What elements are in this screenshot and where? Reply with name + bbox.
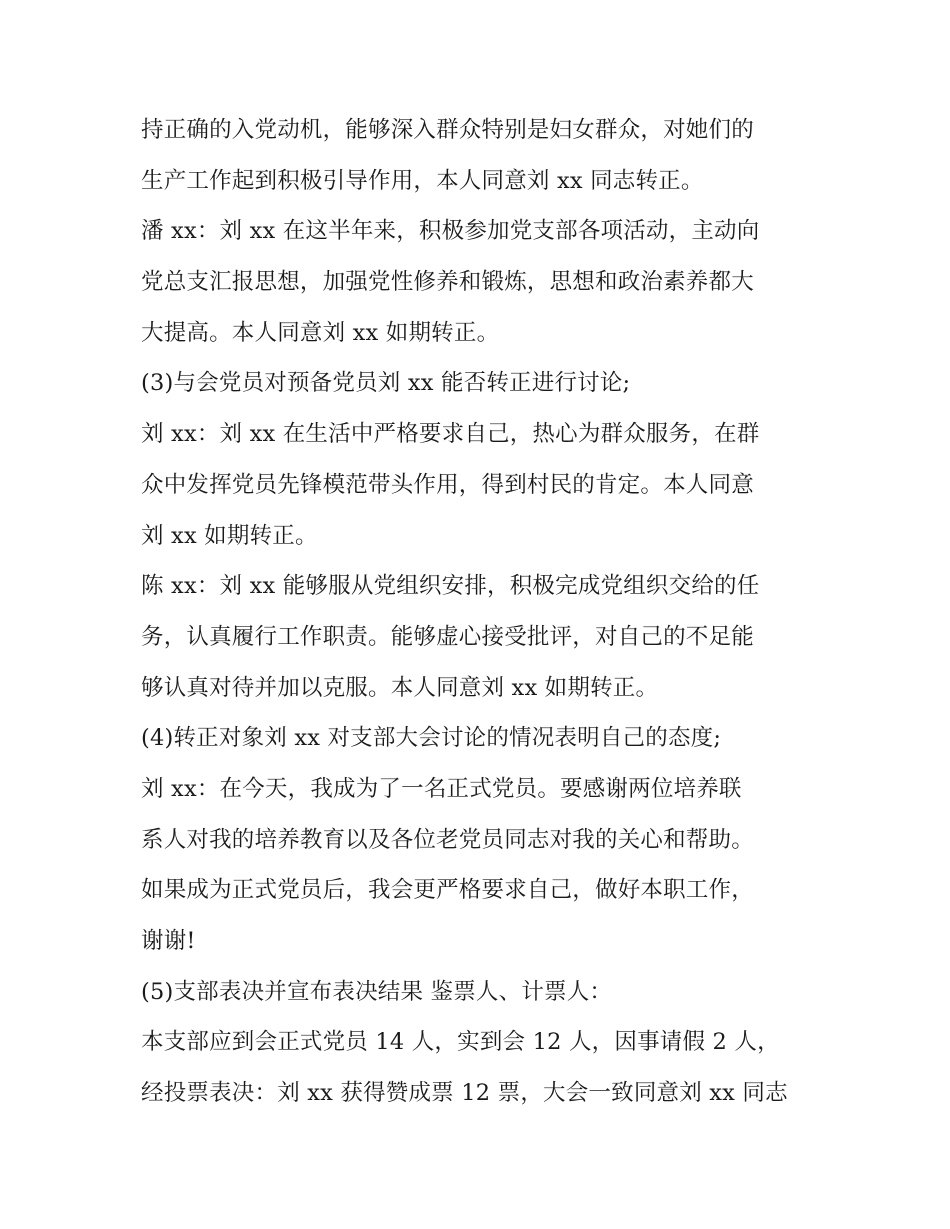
text-line: 大提高。本人同意刘 xx 如期转正。 [141, 319, 500, 346]
text-line: 如果成为正式党员后，我会更严格要求自己，做好本职工作， [141, 877, 754, 904]
text-line: 本支部应到会正式党员 14 人，实到会 12 人，因事请假 2 人， [141, 1029, 780, 1056]
text-line: 潘 xx：刘 xx 在这半年来，积极参加党支部各项活动，主动向 [141, 218, 760, 245]
text-line: 刘 xx 如期转正。 [141, 522, 318, 549]
section-heading-3: (3)与会党员对预备党员刘 xx 能否转正进行讨论; [141, 370, 631, 397]
document-body [141, 105, 821, 1119]
text-line: 刘 xx：刘 xx 在生活中严格要求自己，热心为群众服务，在群 [141, 421, 760, 448]
text-line: 陈 xx：刘 xx 能够服从党组织安排，积极完成党组织交给的任 [141, 573, 760, 600]
text-line: 持正确的入党动机，能够深入群众特别是妇女群众，对她们的 [141, 117, 754, 143]
text-line: 众中发挥党员先锋模范带头作用，得到村民的肯定。本人同意 [141, 471, 754, 498]
text-line: 务，认真履行工作职责。能够虚心接受批评，对自己的不足能 [141, 623, 754, 650]
text-line: 党总支汇报思想，加强党性修养和锻炼，思想和政治素养都大 [141, 269, 754, 296]
section-heading-4: (4)转正对象刘 xx 对支部大会讨论的情况表明自己的态度; [141, 725, 722, 752]
text-line: 系人对我的培养教育以及各位老党员同志对我的关心和帮助。 [141, 826, 754, 853]
section-heading-5: (5)支部表决并宣布表决结果 鉴票人、计票人： [141, 978, 613, 1005]
text-line: 生产工作起到积极引导作用，本人同意刘 xx 同志转正。 [141, 167, 704, 194]
text-line: 经投票表决：刘 xx 获得赞成票 12 票，大会一致同意刘 xx 同志 [141, 1080, 788, 1107]
text-line: 够认真对待并加以克服。本人同意刘 xx 如期转正。 [141, 674, 659, 701]
text-line: 谢谢! [141, 928, 196, 954]
text-line: 刘 xx：在今天，我成为了一名正式党员。要感谢两位培养联 [141, 775, 742, 802]
